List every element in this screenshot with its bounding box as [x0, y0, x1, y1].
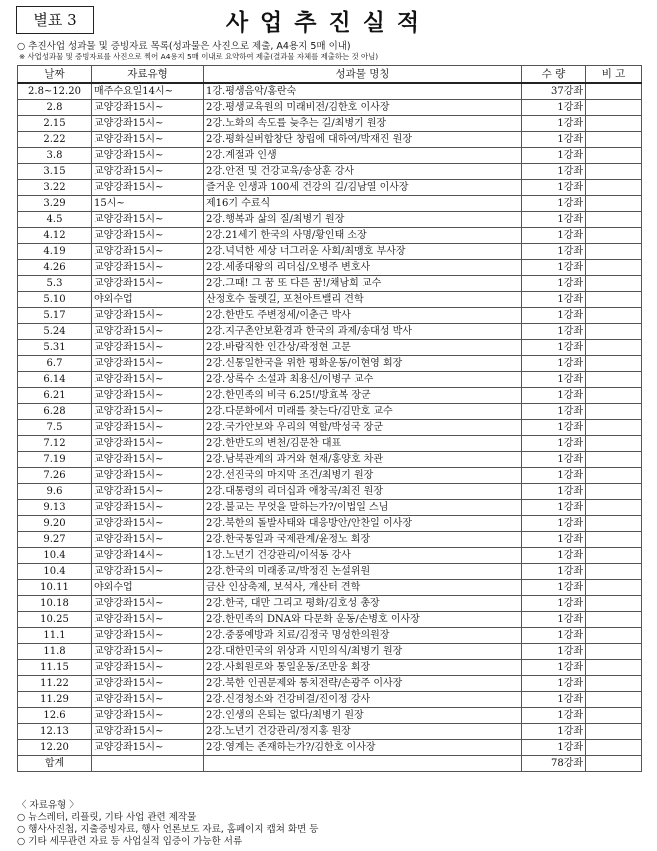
- table-row: [18, 660, 642, 676]
- table-row: [18, 180, 642, 196]
- row-note: [586, 180, 642, 196]
- row-note: [586, 644, 642, 660]
- row-quantity: 1강좌: [522, 628, 586, 644]
- row-type: 교양강좌15시~: [92, 276, 204, 292]
- row-date: 4.12: [18, 228, 92, 244]
- row-name: 2강.계절과 인생: [204, 148, 522, 164]
- row-name: 1강.노년기 건강관리/이석동 강사: [204, 548, 522, 564]
- row-quantity: 1강좌: [522, 244, 586, 260]
- row-quantity: 1강좌: [522, 116, 586, 132]
- row-note: [586, 116, 642, 132]
- row-quantity: 1강좌: [522, 292, 586, 308]
- row-quantity: 1강좌: [522, 532, 586, 548]
- row-date: 5.24: [18, 324, 92, 340]
- row-type: 교양강좌15시~: [92, 340, 204, 356]
- row-note: [586, 452, 642, 468]
- row-date: 7.12: [18, 436, 92, 452]
- row-quantity: 1강좌: [522, 692, 586, 708]
- row-name: 2강.그때! 그 꿈 또 다른 꿈!/채남희 교수: [204, 276, 522, 292]
- row-type: 교양강좌15시~: [92, 180, 204, 196]
- row-quantity: 1강좌: [522, 676, 586, 692]
- row-type: 교양강좌15시~: [92, 132, 204, 148]
- row-date: 5.31: [18, 340, 92, 356]
- row-quantity: 1강좌: [522, 276, 586, 292]
- total-empty-cell: [586, 756, 642, 772]
- row-note: [586, 324, 642, 340]
- table-row: [18, 276, 642, 292]
- row-type: 교양강좌15시~: [92, 468, 204, 484]
- row-quantity: 1강좌: [522, 372, 586, 388]
- row-note: [586, 292, 642, 308]
- total-label: 합계: [18, 756, 92, 772]
- row-type: 매주수요일14시~: [92, 83, 204, 100]
- table-row: [18, 100, 642, 116]
- row-name: 2강.노화의 속도를 늦추는 길/최병기 원장: [204, 116, 522, 132]
- table-row: [18, 740, 642, 756]
- row-type: 교양강좌15시~: [92, 420, 204, 436]
- row-quantity: 1강좌: [522, 404, 586, 420]
- table-row: [18, 676, 642, 692]
- row-note: [586, 372, 642, 388]
- table-row: [18, 532, 642, 548]
- table-row: [18, 596, 642, 612]
- table-row: [18, 708, 642, 724]
- row-type: 교양강좌15시~: [92, 388, 204, 404]
- row-quantity: 1강좌: [522, 356, 586, 372]
- total-empty-cell: [204, 756, 522, 772]
- row-date: 12.6: [18, 708, 92, 724]
- row-quantity: 1강좌: [522, 340, 586, 356]
- row-type: 교양강좌15시~: [92, 116, 204, 132]
- row-type: 교양강좌15시~: [92, 628, 204, 644]
- row-name: 제16기 수료식: [204, 196, 522, 212]
- row-note: [586, 148, 642, 164]
- row-name: 2강.한국의 미래종교/박정진 논설위원: [204, 564, 522, 580]
- table-row: [18, 148, 642, 164]
- row-note: [586, 676, 642, 692]
- row-name: 2강.중풍예방과 치료/김정국 명성한의원장: [204, 628, 522, 644]
- row-quantity: 1강좌: [522, 148, 586, 164]
- table-row: [18, 164, 642, 180]
- row-date: 3.22: [18, 180, 92, 196]
- table-row: [18, 420, 642, 436]
- table-row: [18, 244, 642, 260]
- row-quantity: 1강좌: [522, 436, 586, 452]
- row-name: 2강.불교는 무엇을 말하는가?/이법일 스님: [204, 500, 522, 516]
- row-note: [586, 420, 642, 436]
- row-type: 교양강좌15시~: [92, 436, 204, 452]
- legend-item: ○ 뉴스레터, 리플릿, 기타 사업 관련 제작물: [17, 812, 197, 823]
- row-quantity: 1강좌: [522, 132, 586, 148]
- row-name: 2강.안전 및 건강교육/송상훈 강사: [204, 164, 522, 180]
- row-note: [586, 468, 642, 484]
- row-quantity: 1강좌: [522, 708, 586, 724]
- row-name: 2강.한민족의 비극 6.25!/방효복 장군: [204, 388, 522, 404]
- row-type: 야외수업: [92, 580, 204, 596]
- row-name: 2강.평화실버합창단 창립에 대하여/박재진 원장: [204, 132, 522, 148]
- row-note: [586, 660, 642, 676]
- row-name: 2강.세종대왕의 리더십/오병주 변호사: [204, 260, 522, 276]
- row-type: 교양강좌15시~: [92, 644, 204, 660]
- row-quantity: 1강좌: [522, 196, 586, 212]
- row-name: 2강.한국통일과 국제관계/윤정노 회장: [204, 532, 522, 548]
- row-type: 교양강좌15시~: [92, 452, 204, 468]
- row-type: 교양강좌15시~: [92, 212, 204, 228]
- table-row: [18, 436, 642, 452]
- table-row: [18, 612, 642, 628]
- row-date: 9.20: [18, 516, 92, 532]
- row-quantity: 1강좌: [522, 612, 586, 628]
- table-row: [18, 260, 642, 276]
- row-quantity: 1강좌: [522, 644, 586, 660]
- row-quantity: 1강좌: [522, 420, 586, 436]
- col-header-quantity: 수 량: [522, 66, 586, 84]
- table-row: [18, 580, 642, 596]
- total-empty-cell: [92, 756, 204, 772]
- row-name: 2강.상록수 소설과 최용신/이병구 교수: [204, 372, 522, 388]
- total-quantity: 78강좌: [522, 756, 586, 772]
- row-name: 2강.넉넉한 세상 너그러운 사회/최맹호 부사장: [204, 244, 522, 260]
- row-date: 11.8: [18, 644, 92, 660]
- row-name: 2강.국가안보와 우리의 역할/박성국 장군: [204, 420, 522, 436]
- row-quantity: 1강좌: [522, 388, 586, 404]
- row-date: 9.27: [18, 532, 92, 548]
- row-quantity: 1강좌: [522, 500, 586, 516]
- row-date: 4.19: [18, 244, 92, 260]
- row-date: 3.29: [18, 196, 92, 212]
- row-date: 2.15: [18, 116, 92, 132]
- row-type: 교양강좌15시~: [92, 724, 204, 740]
- legend-title: 〈 자료유형 〉: [17, 800, 79, 811]
- row-name: 2강.사회원로와 통일운동/조만웅 회장: [204, 660, 522, 676]
- row-type: 교양강좌15시~: [92, 676, 204, 692]
- row-name: 2강.인생의 은퇴는 없다/최병기 원장: [204, 708, 522, 724]
- table-row: [18, 228, 642, 244]
- row-note: [586, 356, 642, 372]
- row-type: 교양강좌15시~: [92, 164, 204, 180]
- row-type: 교양강좌15시~: [92, 516, 204, 532]
- table-row: [18, 628, 642, 644]
- table-row: [18, 516, 642, 532]
- row-type: 교양강좌15시~: [92, 228, 204, 244]
- row-quantity: 1강좌: [522, 580, 586, 596]
- row-date: 6.28: [18, 404, 92, 420]
- row-type: 교양강좌14시~: [92, 548, 204, 564]
- total-row: [18, 756, 642, 772]
- row-quantity: 1강좌: [522, 164, 586, 180]
- row-date: 5.10: [18, 292, 92, 308]
- table-row: [18, 196, 642, 212]
- row-name: 2강.노년기 건강관리/정지홍 원장: [204, 724, 522, 740]
- row-quantity: 1강좌: [522, 468, 586, 484]
- row-type: 교양강좌15시~: [92, 500, 204, 516]
- row-name: 2강.영계는 존재하는가?/김한호 이사장: [204, 740, 522, 756]
- row-date: 2.22: [18, 132, 92, 148]
- row-type: 야외수업: [92, 292, 204, 308]
- table-header-row: [18, 66, 642, 84]
- row-note: [586, 708, 642, 724]
- row-date: 11.29: [18, 692, 92, 708]
- row-type: 교양강좌15시~: [92, 308, 204, 324]
- row-type: 교양강좌15시~: [92, 660, 204, 676]
- row-note: [586, 340, 642, 356]
- row-name: 2강.한반도 주변정세/이춘근 박사: [204, 308, 522, 324]
- row-type: 교양강좌15시~: [92, 356, 204, 372]
- row-type: 교양강좌15시~: [92, 324, 204, 340]
- table-row: [18, 340, 642, 356]
- row-quantity: 1강좌: [522, 324, 586, 340]
- legend-item: ○ 기타 세무관련 자료 등 사업실적 입증이 가능한 서류: [17, 836, 243, 847]
- row-date: 12.13: [18, 724, 92, 740]
- row-quantity: 1강좌: [522, 484, 586, 500]
- row-name: 2강.북한 인권문제와 통치전략/손광주 이사장: [204, 676, 522, 692]
- row-date: 10.4: [18, 564, 92, 580]
- row-note: [586, 516, 642, 532]
- row-type: 교양강좌15시~: [92, 692, 204, 708]
- row-date: 6.21: [18, 388, 92, 404]
- row-type: 교양강좌15시~: [92, 596, 204, 612]
- row-name: 2강.신통일한국을 위한 평화운동/이현영 회장: [204, 356, 522, 372]
- submission-note: ○ 추진사업 성과물 및 증빙자료 목록(성과물은 사진으로 제출, A4용지 5매 이내): [17, 41, 351, 52]
- table-row: [18, 372, 642, 388]
- row-name: 2강.북한의 돌발사태와 대응방안/안찬일 이사장: [204, 516, 522, 532]
- row-quantity: 1강좌: [522, 724, 586, 740]
- row-date: 11.22: [18, 676, 92, 692]
- legend-item: ○ 행사사진첩, 지출증빙자료, 행사 언론보도 자료, 홈페이지 캡쳐 화면 등: [17, 824, 319, 835]
- row-name: 1강.평생음악/홍란숙: [204, 83, 522, 100]
- row-date: 6.7: [18, 356, 92, 372]
- achievement-table: [17, 65, 642, 772]
- row-date: 5.3: [18, 276, 92, 292]
- row-date: 7.19: [18, 452, 92, 468]
- row-note: [586, 532, 642, 548]
- row-note: [586, 628, 642, 644]
- row-note: [586, 212, 642, 228]
- row-date: 10.25: [18, 612, 92, 628]
- table-row: [18, 500, 642, 516]
- row-note: [586, 308, 642, 324]
- row-note: [586, 692, 642, 708]
- table-row: [18, 116, 642, 132]
- row-type: 교양강좌15시~: [92, 372, 204, 388]
- row-date: 7.26: [18, 468, 92, 484]
- row-note: [586, 484, 642, 500]
- table-row: [18, 324, 642, 340]
- row-type: 교양강좌15시~: [92, 100, 204, 116]
- row-quantity: 1강좌: [522, 548, 586, 564]
- row-type: 교양강좌15시~: [92, 708, 204, 724]
- table-row: [18, 404, 642, 420]
- row-date: 5.17: [18, 308, 92, 324]
- row-quantity: 1강좌: [522, 212, 586, 228]
- row-quantity: 1강좌: [522, 452, 586, 468]
- row-date: 9.6: [18, 484, 92, 500]
- row-name: 2강.지구촌안보환경과 한국의 과제/송대성 박사: [204, 324, 522, 340]
- row-quantity: 1강좌: [522, 228, 586, 244]
- row-note: [586, 244, 642, 260]
- row-quantity: 1강좌: [522, 660, 586, 676]
- table-row: [18, 564, 642, 580]
- row-date: 4.5: [18, 212, 92, 228]
- row-date: 10.4: [18, 548, 92, 564]
- row-quantity: 1강좌: [522, 180, 586, 196]
- row-name: 2강.한반도의 변천/김문찬 대표: [204, 436, 522, 452]
- col-header-note: 비 고: [586, 66, 642, 84]
- row-type: 교양강좌15시~: [92, 260, 204, 276]
- row-quantity: 1강좌: [522, 516, 586, 532]
- row-name: 즐거운 인생과 100세 건강의 길/김남열 이사장: [204, 180, 522, 196]
- row-note: [586, 740, 642, 756]
- row-note: [586, 196, 642, 212]
- row-date: 4.26: [18, 260, 92, 276]
- row-note: [586, 100, 642, 116]
- row-name: 2강.행복과 삶의 질/최병기 원장: [204, 212, 522, 228]
- row-quantity: 37강좌: [522, 83, 586, 100]
- table-row: [18, 468, 642, 484]
- row-type: 교양강좌15시~: [92, 612, 204, 628]
- row-note: [586, 612, 642, 628]
- row-quantity: 1강좌: [522, 260, 586, 276]
- table-row: [18, 724, 642, 740]
- row-type: 교양강좌15시~: [92, 532, 204, 548]
- submission-subnote: ※ 사업성과물 및 증빙자료를 사진으로 찍어 A4용지 5매 이내로 요약하여 제출(결과물 자체를 제출하는 것 아님): [19, 52, 379, 61]
- table-row: [18, 356, 642, 372]
- row-date: 11.15: [18, 660, 92, 676]
- table-row: [18, 644, 642, 660]
- row-name: 2강.한민족의 DNA와 다문화 운동/손병호 이사장: [204, 612, 522, 628]
- row-type: 교양강좌15시~: [92, 404, 204, 420]
- row-name: 2강.대한민국의 위상과 시민의식/최병기 원장: [204, 644, 522, 660]
- row-date: 6.14: [18, 372, 92, 388]
- table-row: [18, 83, 642, 100]
- row-note: [586, 724, 642, 740]
- row-note: [586, 404, 642, 420]
- table-row: [18, 692, 642, 708]
- row-note: [586, 228, 642, 244]
- row-name: 2강.선진국의 마지막 조건/최병기 원장: [204, 468, 522, 484]
- table-row: [18, 388, 642, 404]
- row-name: 금산 인삼축제, 보석사, 개산터 견학: [204, 580, 522, 596]
- row-note: [586, 500, 642, 516]
- row-note: [586, 132, 642, 148]
- row-note: [586, 276, 642, 292]
- row-type: 교양강좌15시~: [92, 564, 204, 580]
- row-note: [586, 548, 642, 564]
- row-name: 2강.다문화에서 미래를 찾는다/김만호 교수: [204, 404, 522, 420]
- row-name: 2강.21세기 한국의 사명/황인태 소장: [204, 228, 522, 244]
- table-row: [18, 484, 642, 500]
- row-name: 2강.대통령의 리더십과 애창곡/최진 원장: [204, 484, 522, 500]
- row-type: 15시~: [92, 196, 204, 212]
- row-date: 10.11: [18, 580, 92, 596]
- table-row: [18, 292, 642, 308]
- row-note: [586, 580, 642, 596]
- annex-badge: 별표 3: [16, 6, 94, 34]
- row-date: 9.13: [18, 500, 92, 516]
- row-name: 2강.바람직한 인간상/곽정현 고문: [204, 340, 522, 356]
- row-type: 교양강좌15시~: [92, 740, 204, 756]
- row-note: [586, 388, 642, 404]
- table-row: [18, 308, 642, 324]
- table-row: [18, 132, 642, 148]
- row-quantity: 1강좌: [522, 100, 586, 116]
- row-type: 교양강좌15시~: [92, 484, 204, 500]
- col-header-date: 날짜: [18, 66, 92, 84]
- col-header-type: 자료유형: [92, 66, 204, 84]
- row-note: [586, 596, 642, 612]
- row-quantity: 1강좌: [522, 564, 586, 580]
- row-date: 10.18: [18, 596, 92, 612]
- row-quantity: 1강좌: [522, 596, 586, 612]
- row-quantity: 1강좌: [522, 740, 586, 756]
- row-date: 11.1: [18, 628, 92, 644]
- row-date: 3.8: [18, 148, 92, 164]
- row-note: [586, 260, 642, 276]
- row-type: 교양강좌15시~: [92, 244, 204, 260]
- row-name: 2강.신경청소와 건강비결/진이정 강사: [204, 692, 522, 708]
- row-name: 산정호수 둘렛길, 포천아트밸리 견학: [204, 292, 522, 308]
- row-quantity: 1강좌: [522, 308, 586, 324]
- row-name: 2강.한국, 대만 그리고 평화/김호성 총장: [204, 596, 522, 612]
- row-note: [586, 436, 642, 452]
- row-note: [586, 164, 642, 180]
- row-date: 3.15: [18, 164, 92, 180]
- row-date: 2.8: [18, 100, 92, 116]
- row-note: [586, 83, 642, 100]
- row-date: 12.20: [18, 740, 92, 756]
- row-type: 교양강좌15시~: [92, 148, 204, 164]
- row-date: 7.5: [18, 420, 92, 436]
- page-title: 사업추진실적: [225, 9, 432, 36]
- table-row: [18, 452, 642, 468]
- col-header-name: 성과물 명칭: [204, 66, 522, 84]
- table-row: [18, 548, 642, 564]
- row-name: 2강.남북관계의 과거와 현재/홍양호 차관: [204, 452, 522, 468]
- row-date: 2.8~12.20: [18, 83, 92, 100]
- row-name: 2강.평생교육원의 미래비전/김한호 이사장: [204, 100, 522, 116]
- legend: [17, 800, 318, 848]
- row-note: [586, 564, 642, 580]
- table-body: [18, 83, 642, 756]
- table-row: [18, 212, 642, 228]
